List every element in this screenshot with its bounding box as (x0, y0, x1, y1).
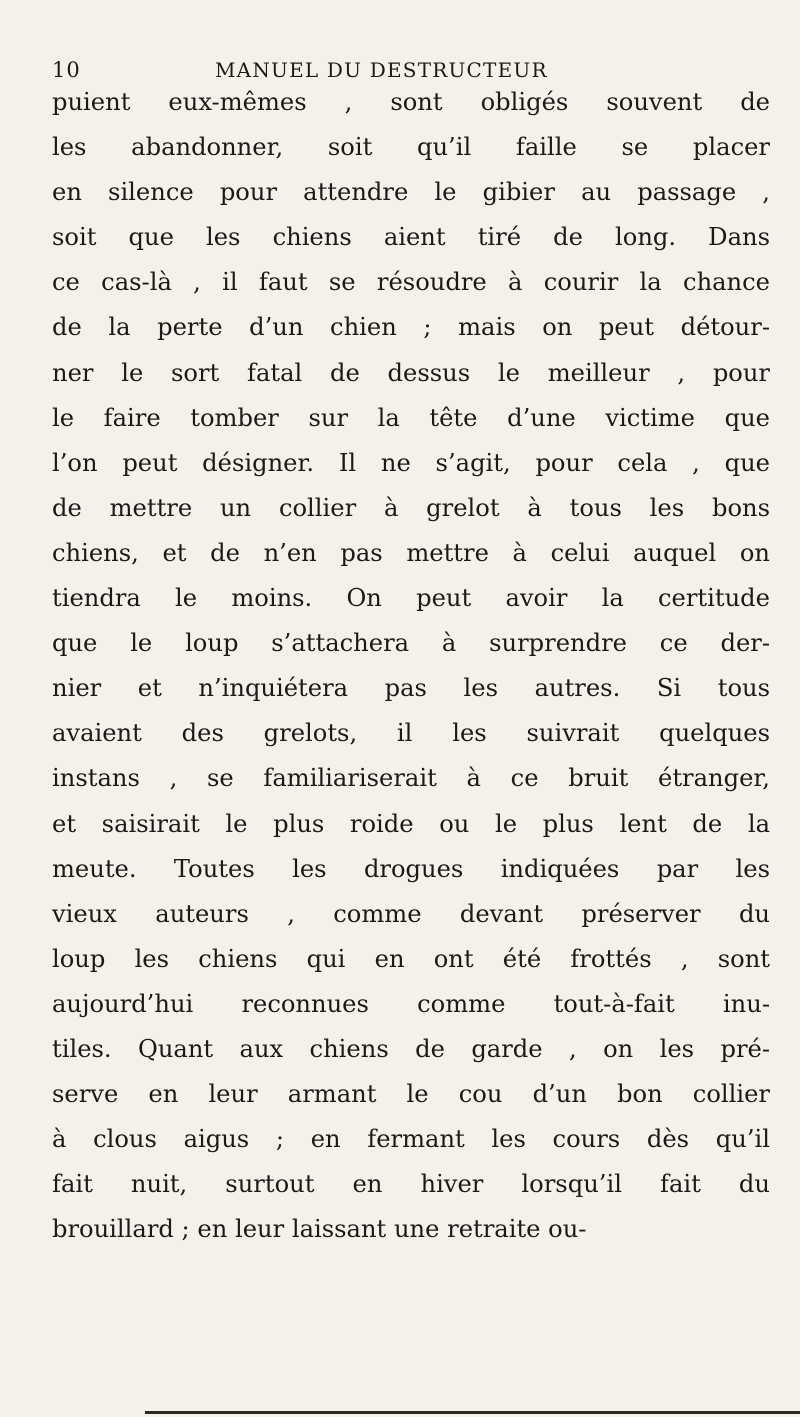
text-line-20: loup les chiens qui en ont été frottés , sont (52, 944, 770, 973)
text-line-12: tiendra le moins. On peut avoir la certitude (52, 584, 770, 613)
running-title: MANUEL DU DESTRUCTEUR (215, 58, 548, 82)
text-line-4: soit que les chiens aient tiré de long. Dans (52, 223, 770, 252)
text-line-10: de mettre un collier à grelot à tous les bons (52, 493, 770, 522)
text-line-16: instans , se familiariserait à ce bruit étranger, (52, 764, 770, 793)
text-line-14: nier et n’inquiétera pas les autres. Si tous (52, 674, 770, 703)
text-line-8: le faire tomber sur la tête d’une victime que (52, 403, 770, 432)
text-line-9: l’on peut désigner. Il ne s’agit, pour cela , que (52, 448, 770, 477)
text-line-3: en silence pour attendre le gibier au passage , (52, 178, 770, 207)
text-line-2: les abandonner, soit qu’il faille se placer (52, 133, 770, 162)
text-line-24: à clous aigus ; en fermant les cours dès qu’il (52, 1125, 770, 1154)
body-text (52, 80, 770, 1252)
text-line-26: brouillard ; en leur laissant une retraite ou- (52, 1215, 587, 1244)
bottom-edge-rule (145, 1411, 800, 1414)
text-line-15: avaient des grelots, il les suivrait quelques (52, 719, 770, 748)
text-line-7: ner le sort fatal de dessus le meilleur , pour (52, 358, 770, 387)
text-line-19: vieux auteurs , comme devant préserver du (52, 899, 770, 928)
text-line-13: que le loup s’attachera à surprendre ce der- (52, 629, 770, 658)
text-line-5: ce cas-là , il faut se résoudre à courir la chance (52, 268, 770, 297)
text-line-23: serve en leur armant le cou d’un bon collier (52, 1080, 770, 1109)
running-head (52, 58, 752, 82)
text-line-25: fait nuit, surtout en hiver lorsqu’il fait du (52, 1170, 770, 1199)
text-line-22: tiles. Quant aux chiens de garde , on les pré- (52, 1034, 770, 1063)
text-line-17: et saisirait le plus roide ou le plus lent de la (52, 809, 770, 838)
text-line-21: aujourd’hui reconnues comme tout-à-fait inu- (52, 989, 770, 1018)
text-line-18: meute. Toutes les drogues indiquées par les (52, 854, 770, 883)
page-number: 10 (52, 58, 81, 82)
text-line-1: puient eux-mêmes , sont obligés souvent de (52, 88, 770, 116)
text-line-11: chiens, et de n’en pas mettre à celui auquel on (52, 538, 770, 567)
text-line-6: de la perte d’un chien ; mais on peut détour- (52, 313, 770, 342)
